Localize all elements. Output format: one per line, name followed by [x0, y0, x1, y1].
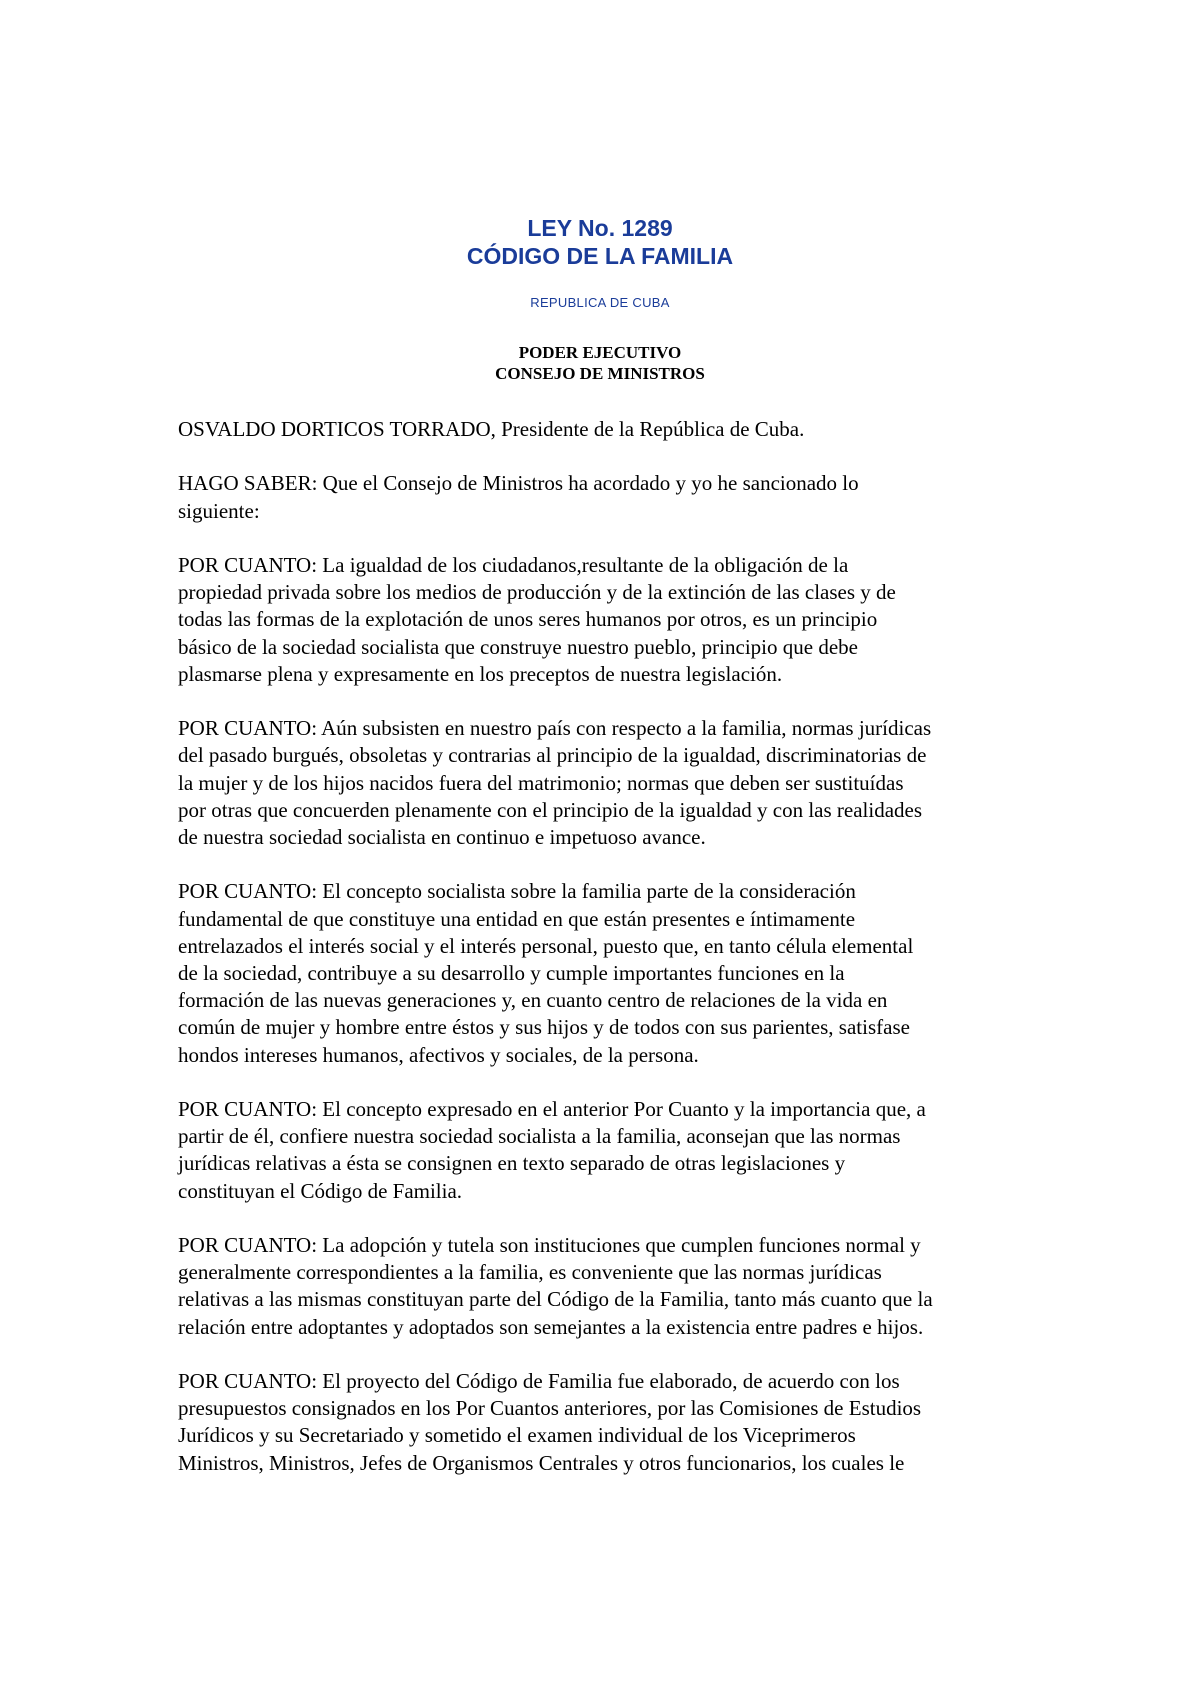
- paragraph-line: constituyan el Código de Familia.: [178, 1178, 463, 1203]
- paragraph-line: Ministros, Ministros, Jefes de Organismos Centrales y otros funcionarios, los cuales le: [178, 1450, 905, 1475]
- paragraph-line: relativas a las mismas constituyan parte del Código de la Familia, tanto más cuanto que la: [178, 1287, 933, 1312]
- power-label: PODER EJECUTIVO: [518, 343, 682, 362]
- paragraph-line: POR CUANTO: La igualdad de los ciudadanos,resultante de la obligación de la: [178, 552, 849, 577]
- paragraph: [178, 552, 1038, 688]
- paragraph-line: relación entre adoptantes y adoptados son semejantes a la existencia entre padres e hijos.: [178, 1314, 924, 1339]
- paragraph: [178, 1368, 1038, 1477]
- paragraph-line: básico de la sociedad socialista que construye nuestro pueblo, principio que debe: [178, 634, 858, 659]
- paragraph-line: POR CUANTO: El concepto socialista sobre la familia parte de la consideración: [178, 879, 856, 904]
- paragraph-line: Jurídicos y su Secretariado y sometido el examen individual de los Viceprimeros: [178, 1423, 856, 1448]
- paragraph-line: todas las formas de la explotación de unos seres humanos por otros, es un principio: [178, 607, 878, 632]
- paragraph: [178, 416, 1038, 443]
- law-number: LEY No. 1289: [527, 215, 673, 241]
- paragraph: [178, 878, 1038, 1068]
- paragraph-line: de nuestra sociedad socialista en continuo e impetuoso avance.: [178, 825, 706, 849]
- paragraph-line: presupuestos consignados en los Por Cuantos anteriores, por las Comisiones de Estudios: [178, 1396, 922, 1421]
- executive-heading: [0, 342, 1200, 384]
- paragraph: [178, 470, 1038, 524]
- paragraph-line: generalmente correspondientes a la familia, es conveniente que las normas jurídicas: [178, 1260, 882, 1285]
- council-label: CONSEJO DE MINISTROS: [495, 364, 705, 383]
- paragraph-line: OSVALDO DORTICOS TORRADO, Presidente de la República de Cuba.: [178, 417, 805, 441]
- paragraph-line: propiedad privada sobre los medios de producción y de la extinción de las clases y de: [178, 580, 896, 605]
- document-body: [178, 416, 1038, 1504]
- document-title: [0, 214, 1200, 270]
- paragraph-line: por otras que concuerden plenamente con el principio de la igualdad y con las realidades: [178, 797, 923, 822]
- paragraph-line: común de mujer y hombre entre éstos y sus hijos y de todos con sus parientes, satisfase: [178, 1015, 910, 1040]
- paragraph-line: hondos intereses humanos, afectivos y sociales, de la persona.: [178, 1042, 699, 1067]
- paragraph: [178, 1096, 1038, 1205]
- paragraph-line: siguiente:: [178, 498, 260, 523]
- paragraph-line: POR CUANTO: El concepto expresado en el anterior Por Cuanto y la importancia que, a: [178, 1097, 926, 1121]
- law-title: CÓDIGO DE LA FAMILIA: [466, 243, 734, 269]
- paragraph-line: POR CUANTO: El proyecto del Código de Familia fue elaborado, de acuerdo con los: [178, 1369, 900, 1393]
- paragraph-line: HAGO SABER: Que el Consejo de Ministros ha acordado y yo he sancionado lo: [178, 471, 859, 496]
- paragraph-line: de la sociedad, contribuye a su desarrollo y cumple importantes funciones en la: [178, 961, 845, 985]
- paragraph-line: la mujer y de los hijos nacidos fuera del matrimonio; normas que deben ser sustituídas: [178, 770, 904, 795]
- paragraph-line: POR CUANTO: La adopción y tutela son instituciones que cumplen funciones normal y: [178, 1233, 921, 1257]
- paragraph: [178, 715, 1038, 851]
- paragraph-line: jurídicas relativas a ésta se consignen en texto separado de otras legislaciones y: [178, 1151, 846, 1176]
- paragraph-line: del pasado burgués, obsoletas y contrarias al principio de la igualdad, discriminatorias de: [178, 743, 927, 768]
- paragraph-line: plasmarse plena y expresamente en los preceptos de nuestra legislación.: [178, 661, 783, 686]
- paragraph-line: fundamental de que constituye una entidad en que están presentes e íntimamente: [178, 906, 856, 931]
- paragraph: [178, 1232, 1038, 1341]
- paragraph-line: formación de las nuevas generaciones y, en cuanto centro de relaciones de la vida en: [178, 988, 888, 1013]
- paragraph-line: POR CUANTO: Aún subsisten en nuestro país con respecto a la familia, normas jurídicas: [178, 716, 932, 741]
- paragraph-line: entrelazados el interés social y el interés personal, puesto que, en tanto célula elemental: [178, 933, 914, 958]
- republic-label: REPUBLICA DE CUBA: [530, 295, 670, 310]
- paragraph-line: partir de él, confiere nuestra sociedad socialista a la familia, aconsejan que las normas: [178, 1124, 901, 1149]
